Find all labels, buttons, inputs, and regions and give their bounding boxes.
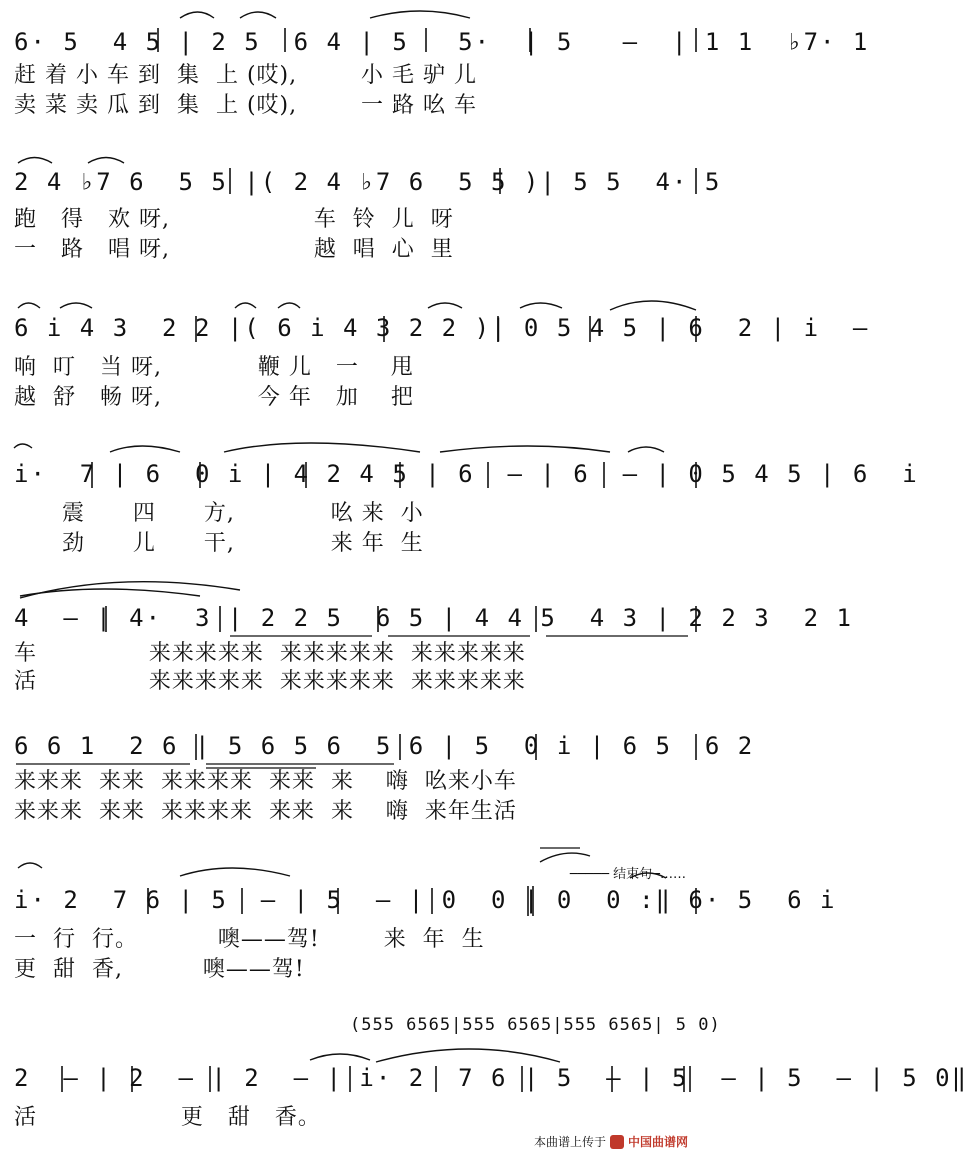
- footer-text: 本曲谱上传于: [533, 1135, 606, 1149]
- notation-line: 6 6 1 2 6 | 5 6 5 6 5 6 | 5 0 i | 6 5 6 2: [14, 732, 755, 760]
- slur: [20, 582, 240, 598]
- notation-line: 4 – | 4· 3 | 2 2 5 6 5 | 4 4 5 4 3 | 2 2 3 2 1: [14, 604, 853, 632]
- notation-line: 2 4 ♭7 6 5 5 |( 2 4 ♭7 6 5 5 )| 5 5 4· 5: [14, 168, 722, 196]
- slur: [224, 443, 420, 452]
- lyrics-verse-1: 响 叮 当 呀, 鞭 儿 一 甩: [14, 355, 414, 380]
- instrumental-line: (555 6565|555 6565|555 6565| 5 0): [350, 1015, 721, 1035]
- lyrics-verse-2: 更 甜 香, 噢——驾!: [14, 957, 305, 982]
- notation-line: 6 i 4 3 2 2 |( 6 i 4 3 2 2 )| 0 5 4 5 | 6 2 | i –: [14, 314, 870, 342]
- source-footer: [534, 1133, 688, 1150]
- lyrics-verse-2: 活 来来来来来 来来来来来 来来来来来: [14, 669, 526, 694]
- lyrics-verse-1: 来来来 来来 来来来来 来来 来 嗨 吆来小车: [14, 769, 517, 794]
- ending-marker: ───── 结束句─……: [569, 867, 686, 882]
- lyrics-verse-1: 一 行 行。 噢——驾! 来 年 生: [14, 927, 485, 952]
- site-logo-icon: [610, 1135, 624, 1149]
- lyrics-verse-1: 震 四 方, 吆 来 小: [14, 501, 424, 526]
- lyrics-verse-2: 来来来 来来 来来来来 来来 来 嗨 来年生活: [14, 799, 517, 824]
- slur: [440, 446, 610, 452]
- lyrics-verse-1: 赶 着 小 车 到 集 上 (哎), 小 毛 驴 儿: [14, 63, 478, 88]
- slur: [370, 11, 470, 18]
- footer-site-link[interactable]: 中国曲谱网: [627, 1135, 688, 1149]
- lyrics-verse-2: 劲 儿 干, 来 年 生: [14, 531, 424, 556]
- slur: [180, 868, 290, 876]
- slur: [628, 447, 664, 452]
- notation-line: i· 7 | 6 0 i | 4 2 4 5 | 6 – | 6 – | 0 5 4 5 | 6 i: [14, 460, 919, 488]
- ending-marker-label: 结束句: [613, 867, 653, 882]
- notation-line: 2 – | 2 – | 2 – | i· 2 7 6 | 5 – | 5 – | 5 – | 5 0‖: [14, 1064, 968, 1092]
- slur: [180, 12, 214, 18]
- slur: [110, 446, 180, 452]
- slur: [240, 12, 276, 18]
- slur: [14, 444, 32, 448]
- lyrics-verse-2: 越 舒 畅 呀, 今 年 加 把: [14, 385, 414, 410]
- lyrics-verse-1: 活 更 甜 香。: [14, 1105, 321, 1130]
- notation-line: 6· 5 4 5 | 2 5 6 4 | 5 5· | 5 – | 1 1 ♭7· 1: [14, 28, 870, 56]
- slur: [18, 863, 42, 868]
- lyrics-verse-2: 一 路 唱 呀, 越 唱 心 里: [14, 237, 454, 262]
- lyrics-verse-2: 卖 菜 卖 瓜 到 集 上 (哎), 一 路 吆 车: [14, 93, 478, 118]
- lyrics-verse-1: 跑 得 欢 呀, 车 铃 儿 呀: [14, 207, 454, 232]
- lyrics-verse-1: 车 来来来来来 来来来来来 来来来来来: [14, 641, 526, 666]
- notation-line: i· 2 7 6 | 5 – | 5 – | 0 0 | 0 0 :‖ 6· 5 6 i: [14, 886, 837, 914]
- slur: [20, 589, 200, 596]
